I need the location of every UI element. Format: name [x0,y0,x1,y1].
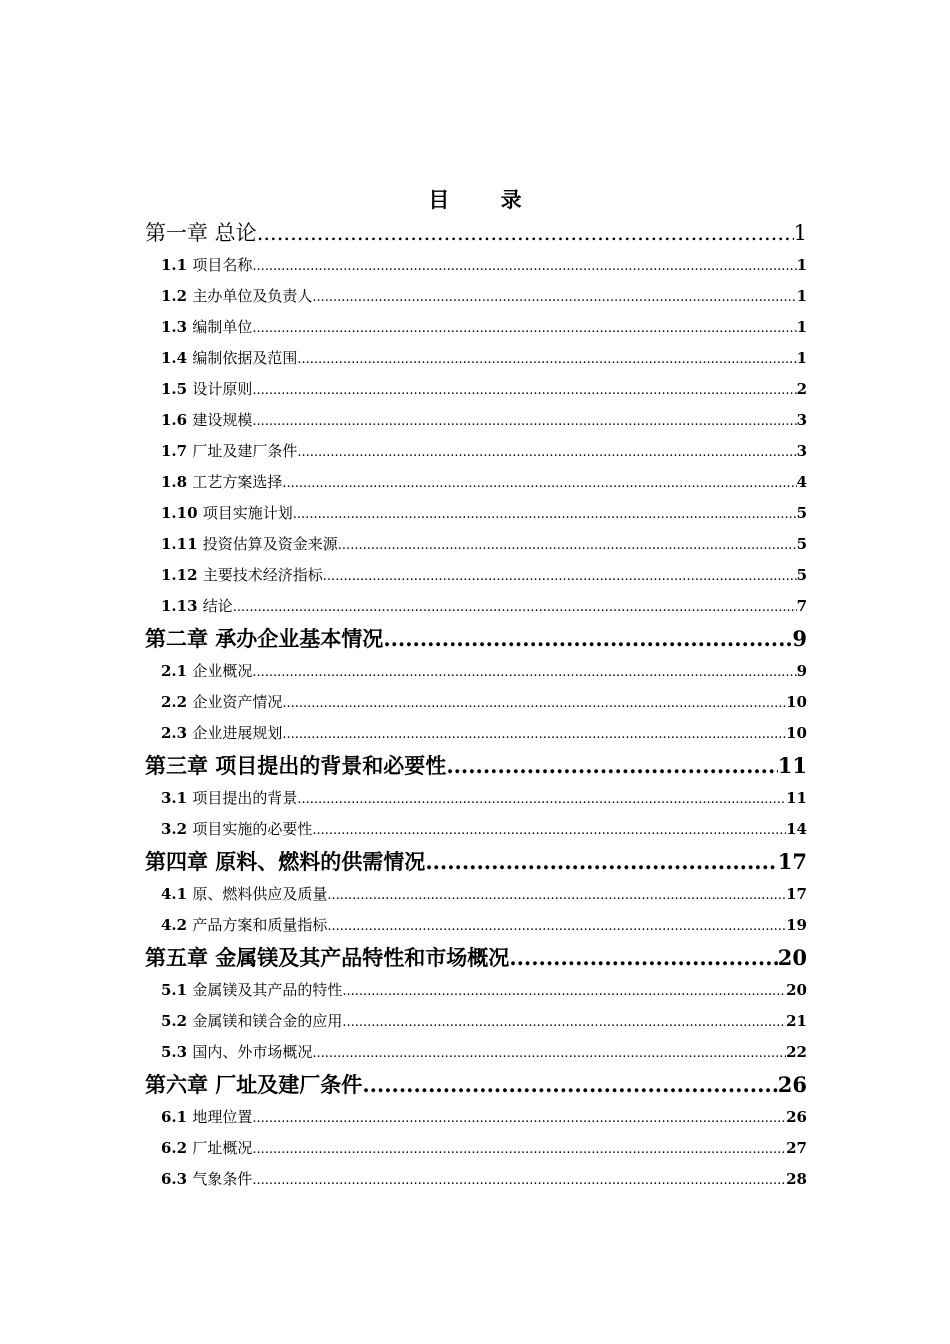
page-number: 28 [786,1170,807,1188]
toc-section-entry[interactable] [145,1006,807,1037]
dot-leader [252,406,796,436]
page-number: 21 [786,1012,807,1030]
section-number: 1.12 [161,566,198,584]
page-number: 7 [796,597,807,615]
dot-leader [446,749,777,783]
section-title [161,374,252,405]
section-number: 5.1 [161,981,188,999]
toc-section-entry[interactable] [145,656,807,687]
chapter-title: 第五章 金属镁及其产品特性和市场概况 [145,945,510,970]
toc-section-entry[interactable] [145,560,807,591]
dot-leader [252,251,796,281]
section-number: 1.5 [161,380,188,398]
section-text: 企业进展规划 [192,724,283,742]
dot-leader [293,499,797,529]
toc-section-entry[interactable] [145,436,807,467]
toc-chapter-entry[interactable] [145,216,807,250]
section-number: 1.8 [161,473,188,491]
dot-leader [312,282,796,312]
page-number: 9 [796,662,807,680]
section-number: 1.7 [161,442,188,460]
toc-chapter-entry[interactable] [145,622,807,656]
section-title [161,498,293,529]
dot-leader [252,1103,786,1133]
page-number: 10 [786,724,807,742]
toc-section-entry[interactable] [145,975,807,1006]
section-text: 建设规模 [192,411,253,429]
chapter-title: 第二章 承办企业基本情况 [145,626,384,651]
dot-leader [282,688,786,718]
section-title [161,1164,252,1195]
section-title [161,405,252,436]
table-of-contents [145,216,807,1195]
toc-section-entry[interactable] [145,374,807,405]
page-number: 9 [792,626,807,651]
page-number: 3 [796,411,807,429]
section-title [161,343,297,374]
section-number: 6.3 [161,1170,188,1188]
section-title [161,975,342,1006]
section-title [161,312,252,343]
section-title [161,529,338,560]
toc-section-entry[interactable] [145,814,807,845]
dot-leader [252,375,796,405]
toc-section-entry[interactable] [145,1037,807,1068]
section-title [161,879,327,910]
toc-chapter-entry[interactable] [145,845,807,879]
section-title [161,814,312,845]
toc-section-entry[interactable] [145,718,807,749]
section-number: 6.1 [161,1108,188,1126]
chapter-title: 第三章 项目提出的背景和必要性 [145,753,447,778]
toc-section-entry[interactable] [145,498,807,529]
section-text: 产品方案和质量指标 [192,916,328,934]
toc-section-entry[interactable] [145,467,807,498]
section-title [161,1006,342,1037]
section-text: 金属镁及其产品的特性 [192,981,343,999]
section-title [161,591,233,622]
dot-leader [338,530,797,560]
page-number: 27 [786,1139,807,1157]
page-number: 17 [786,885,807,903]
section-text: 主办单位及负责人 [192,287,313,305]
section-text: 企业资产情况 [192,693,283,711]
page-number: 1 [796,318,807,336]
chapter-title: 第六章 厂址及建厂条件 [145,1072,363,1097]
section-title [161,436,297,467]
section-text: 项目名称 [192,256,253,274]
dot-leader [297,437,796,467]
page-number: 20 [777,945,807,970]
section-text: 企业概况 [192,662,253,680]
dot-leader [312,815,786,845]
section-number: 4.2 [161,916,188,934]
dot-leader [362,1068,777,1102]
section-title [161,783,297,814]
section-text: 主要技术经济指标 [202,566,323,584]
section-title [161,1102,252,1133]
section-text: 工艺方案选择 [192,473,283,491]
toc-section-entry[interactable] [145,312,807,343]
section-number: 1.2 [161,287,188,305]
page-number: 11 [777,753,807,778]
toc-section-entry[interactable] [145,783,807,814]
section-text: 结论 [202,597,233,615]
section-text: 投资估算及资金来源 [202,535,338,553]
dot-leader [257,216,794,250]
section-number: 1.13 [161,597,198,615]
dot-leader [509,941,777,975]
section-number: 5.3 [161,1043,188,1061]
dot-leader [327,911,786,941]
chapter-title: 第四章 原料、燃料的供需情况 [145,849,426,874]
toc-title: 目 录 [428,187,544,212]
dot-leader [297,784,786,814]
toc-section-entry[interactable] [145,1164,807,1195]
dot-leader [233,592,797,622]
section-number: 1.11 [161,535,198,553]
page-number: 1 [796,287,807,305]
page-number: 14 [786,820,807,838]
dot-leader [252,313,796,343]
toc-section-entry[interactable] [145,591,807,622]
toc-section-entry[interactable] [145,405,807,436]
section-title [161,1133,252,1164]
page-number: 5 [796,535,807,553]
page-number: 26 [786,1108,807,1126]
page-number: 3 [796,442,807,460]
toc-section-entry[interactable] [145,1102,807,1133]
toc-section-entry[interactable] [145,687,807,718]
dot-leader [342,976,786,1006]
dot-leader [383,622,792,656]
page-number: 26 [777,1072,807,1097]
dot-leader [282,719,786,749]
section-title [161,1037,312,1068]
page-number: 19 [786,916,807,934]
section-title [161,910,327,941]
section-number: 2.2 [161,693,188,711]
page-number: 2 [796,380,807,398]
dot-leader [327,880,786,910]
page-number: 17 [777,849,807,874]
section-number: 2.1 [161,662,188,680]
section-text: 厂址概况 [192,1139,253,1157]
dot-leader [252,1165,786,1195]
dot-leader [252,657,796,687]
section-title [161,281,312,312]
dot-leader [282,468,796,498]
section-text: 项目实施的必要性 [192,820,313,838]
section-text: 原、燃料供应及质量 [192,885,328,903]
page-number: 10 [786,693,807,711]
section-number: 1.3 [161,318,188,336]
section-number: 3.2 [161,820,188,838]
page-number: 1 [796,256,807,274]
section-number: 1.10 [161,504,198,522]
page-number: 1 [796,349,807,367]
section-text: 编制依据及范围 [192,349,298,367]
section-text: 编制单位 [192,318,253,336]
page-number: 5 [796,504,807,522]
toc-chapter-entry[interactable] [145,749,807,783]
toc-chapter-entry[interactable] [145,1068,807,1102]
section-number: 6.2 [161,1139,188,1157]
section-text: 气象条件 [192,1170,253,1188]
chapter-title: 第一章 总论 [145,221,257,245]
section-text: 金属镁和镁合金的应用 [192,1012,343,1030]
section-text: 设计原则 [192,380,253,398]
section-number: 1.6 [161,411,188,429]
toc-chapter-entry[interactable] [145,941,807,975]
section-title [161,687,282,718]
section-title [161,467,282,498]
page-number: 22 [786,1043,807,1061]
section-title [161,656,252,687]
section-title [161,250,252,281]
page-number: 20 [786,981,807,999]
section-text: 国内、外市场概况 [192,1043,313,1061]
section-number: 1.1 [161,256,188,274]
section-text: 项目提出的背景 [192,789,298,807]
dot-leader [342,1007,786,1037]
toc-section-entry[interactable] [145,281,807,312]
section-title [161,718,282,749]
toc-section-entry[interactable] [145,1133,807,1164]
page-number: 4 [796,473,807,491]
section-number: 5.2 [161,1012,188,1030]
page-number: 5 [796,566,807,584]
toc-section-entry[interactable] [145,343,807,374]
toc-section-entry[interactable] [145,879,807,910]
section-text: 项目实施计划 [202,504,293,522]
dot-leader [252,1134,786,1164]
page-number: 11 [786,789,807,807]
toc-section-entry[interactable] [145,250,807,281]
section-text: 厂址及建厂条件 [192,442,298,460]
dot-leader [312,1038,786,1068]
page-number: 1 [793,221,807,245]
dot-leader [297,344,796,374]
dot-leader [323,561,797,591]
section-number: 4.1 [161,885,188,903]
section-text: 地理位置 [192,1108,253,1126]
toc-section-entry[interactable] [145,529,807,560]
dot-leader [425,845,777,879]
section-title [161,560,323,591]
section-number: 2.3 [161,724,188,742]
toc-section-entry[interactable] [145,910,807,941]
section-number: 3.1 [161,789,188,807]
section-number: 1.4 [161,349,188,367]
